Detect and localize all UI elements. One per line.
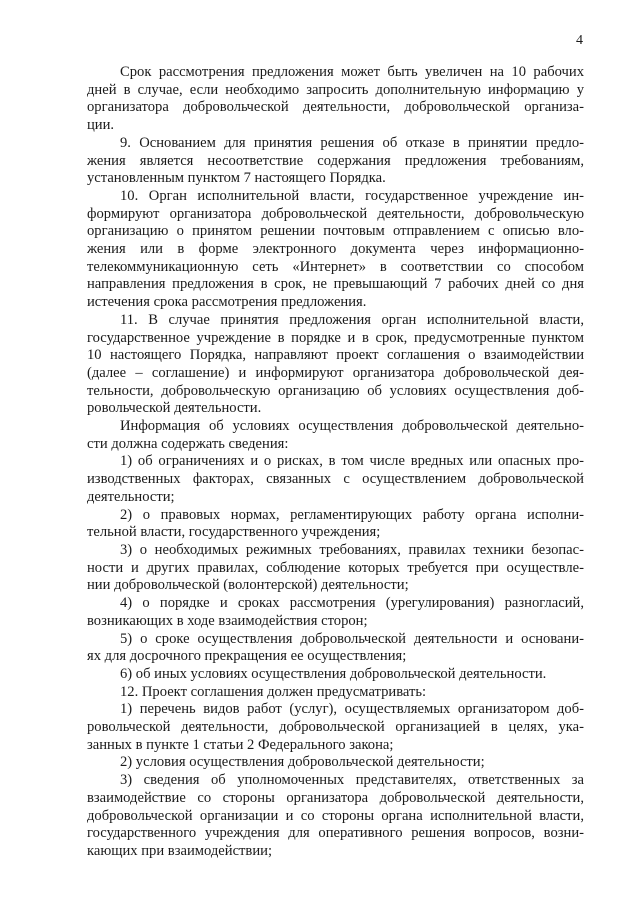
paragraph	[87, 507, 584, 542]
text-line: занных в пункте 1 статьи 2 Федерального закона;	[87, 736, 394, 753]
text-line: установленным пунктом 7 настоящего Порядка.	[87, 170, 386, 187]
paragraph	[87, 666, 584, 684]
paragraph	[87, 312, 584, 418]
text-line: жения или в форме электронного документа через информационно-	[87, 241, 584, 258]
text-line: дней в случае, если необходимо запросить дополнительную информацию у	[87, 81, 584, 98]
text-line: изводственных факторах, связанных с осуществлением добровольческой	[87, 471, 584, 488]
text-line: организацию о принятом решении почтовым отправлением с описью вло-	[87, 223, 584, 240]
text-line: ях для досрочного прекращения ее осуществления;	[87, 648, 407, 665]
paragraph	[87, 701, 584, 754]
text-line: 1) перечень видов работ (услуг), осуществляемых организатором доб-	[120, 701, 584, 718]
text-line: истечения срока рассмотрения предложения.	[87, 294, 367, 311]
text-line: 10. Орган исполнительной власти, государственное учреждение ин-	[120, 187, 584, 204]
paragraph	[87, 418, 584, 453]
text-line: 10 настоящего Порядка, направляют проект соглашения о взаимодействии	[87, 347, 584, 364]
text-line: 6) об иных условиях осуществления добровольческой деятельности.	[120, 665, 547, 682]
text-line: 3) о необходимых режимных требованиях, правилах техники безопас-	[120, 541, 584, 558]
text-line: ровольческой деятельности, добровольческой организацией в целях, ука-	[87, 719, 584, 736]
text-line: 2) о правовых нормах, регламентирующих работу органа исполни-	[120, 506, 584, 523]
page-number: 4	[576, 33, 583, 48]
text-line: кающих при взаимодействии;	[87, 842, 272, 859]
text-line: государственного учреждения для оперативного решения вопросов, возни-	[87, 825, 584, 842]
paragraph	[87, 631, 584, 666]
text-line: сти должна содержать сведения:	[87, 435, 289, 452]
text-line: ровольческой деятельности.	[87, 400, 262, 417]
text-line: (далее – соглашение) и информируют организатора добровольческой дея-	[87, 364, 584, 381]
text-line: деятельности;	[87, 488, 175, 505]
text-line: жения является несоответствие содержания предложения требованиям,	[87, 152, 584, 169]
text-line: возникающих в ходе взаимодействия сторон;	[87, 612, 368, 629]
text-line: 5) о сроке осуществления добровольческой деятельности и основани-	[120, 630, 584, 647]
text-line: ции.	[87, 117, 115, 134]
paragraph	[87, 453, 584, 506]
text-line: формируют организатора добровольческой деятельности, добровольческую	[87, 205, 584, 222]
text-line: направления предложения в срок, не превышающий 7 рабочих дней со дня	[87, 276, 584, 293]
paragraph	[87, 64, 584, 135]
text-line: тельной власти, государственного учреждения;	[87, 524, 381, 541]
text-line: тельности, добровольческую организацию об условиях осуществления доб-	[87, 382, 584, 399]
paragraph	[87, 754, 584, 772]
paragraph	[87, 135, 584, 188]
text-line: Информация об условиях осуществления добровольческой деятельно-	[120, 418, 584, 435]
paragraph	[87, 595, 584, 630]
paragraph	[87, 772, 584, 861]
text-line: государственное учреждение в порядке и в срок, предусмотренные пунктом	[87, 329, 584, 346]
text-line: 3) сведения об уполномоченных представителях, ответственных за	[120, 772, 584, 789]
paragraph	[87, 188, 584, 312]
text-line: 1) об ограничениях и о рисках, в том числе вредных или опасных про-	[120, 453, 584, 470]
text-line: 12. Проект соглашения должен предусматривать:	[120, 683, 427, 700]
text-line: 4) о порядке и сроках рассмотрения (урегулирования) разногласий,	[120, 595, 584, 612]
text-line: телекоммуникационную сеть «Интернет» в соответствии со способом	[87, 258, 584, 275]
text-line: 11. В случае принятия предложения орган исполнительной власти,	[120, 311, 584, 328]
text-line: ности и других правилах, соблюдение которых требуется при осуществле-	[87, 559, 584, 576]
text-line: взаимодействие со стороны организатора добровольческой деятельности,	[87, 789, 584, 806]
text-line: нии добровольческой (волонтерской) деятельности;	[87, 577, 409, 594]
text-line: 9. Основанием для принятия решения об отказе в принятии предло-	[120, 134, 584, 151]
paragraph	[87, 684, 584, 702]
text-line: Срок рассмотрения предложения может быть увеличен на 10 рабочих	[120, 64, 584, 80]
paragraph	[87, 542, 584, 595]
text-line: добровольческой организации и со стороны органа исполнительной власти,	[87, 807, 584, 824]
text-line: организатора добровольческой деятельности, добровольческой организа-	[87, 99, 584, 116]
document-body	[87, 64, 584, 861]
text-line: 2) условия осуществления добровольческой деятельности;	[120, 754, 485, 771]
